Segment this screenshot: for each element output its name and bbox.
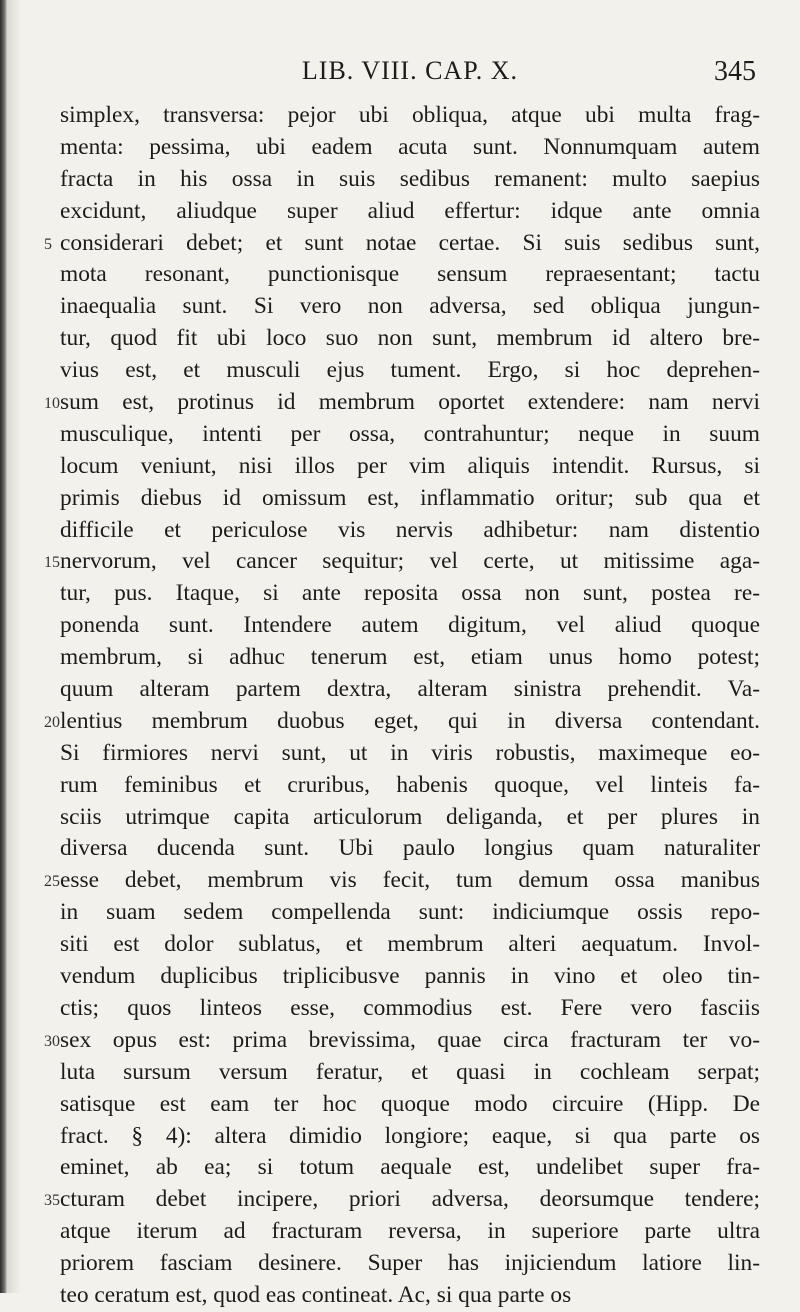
line-text: vius est, et musculi ejus tument. Ergo, si hoc deprehen-: [60, 357, 760, 384]
line-text: sciis utrimque capita articulorum deliganda, et per plures in: [60, 803, 760, 830]
line-text: tur, quod fit ubi loco suo non sunt, membrum id altero bre-: [60, 325, 760, 352]
line-text: esse debet, membrum vis fecit, tum demum ossa manibus: [60, 867, 760, 894]
line-text: ctis; quos linteos esse, commodius est. Fere vero fasciis: [60, 994, 760, 1021]
line-text: satisque est eam ter hoc quoque modo circuire (Hipp. De: [60, 1090, 760, 1117]
text-line: [60, 419, 760, 451]
text-line: [60, 132, 760, 164]
text-line: [44, 546, 760, 578]
line-text: luta sursum versum feratur, et quasi in cochleam serpat;: [60, 1058, 760, 1085]
line-text: inaequalia sunt. Si vero non adversa, sed obliqua jungun-: [60, 293, 760, 320]
text-line: [60, 291, 760, 323]
text-line: [44, 228, 760, 260]
text-line: [60, 1121, 760, 1153]
text-line: [60, 897, 760, 929]
text-line: [60, 929, 760, 961]
text-line: [60, 642, 760, 674]
text-line: [60, 355, 760, 387]
line-text: teo ceratum est, quod eas contineat. Ac, si qua parte os: [60, 1281, 572, 1308]
page-binding-edge: [0, 0, 7, 1293]
text-line: [60, 610, 760, 642]
line-text: ponenda sunt. Intendere autem digitum, vel aliud quoque: [60, 612, 760, 639]
text-line: [60, 1280, 760, 1312]
line-text: mota resonant, punctionisque sensum repraesentant; tactu: [60, 261, 760, 288]
text-line: [44, 706, 760, 738]
line-text: cturam debet incipere, priori adversa, deorsumque tendere;: [60, 1186, 760, 1213]
line-text: Si firmiores nervi sunt, ut in viris robustis, maximeque eo-: [60, 739, 760, 766]
text-line: [60, 802, 760, 834]
text-line: [60, 993, 760, 1025]
text-line: [60, 961, 760, 993]
line-text: excidunt, aliudque super aliud effertur: idque ante omnia: [60, 197, 760, 224]
line-text: membrum, si adhuc tenerum est, etiam unus homo potest;: [60, 644, 760, 671]
page-number: 345: [714, 56, 756, 87]
text-line: [60, 1248, 760, 1280]
text-line: [60, 196, 760, 228]
text-line: [44, 1184, 760, 1216]
text-line: [60, 323, 760, 355]
line-text: siti est dolor sublatus, et membrum alteri aequatum. Invol-: [60, 931, 760, 958]
text-line: [44, 387, 760, 419]
body-text: [44, 100, 760, 1312]
line-text: menta: pessima, ubi eadem acuta sunt. Nonnumquam autem: [60, 133, 760, 160]
text-line: [60, 1216, 760, 1248]
text-line: [60, 833, 760, 865]
line-text: in suam sedem compellenda sunt: indiciumque ossis repo-: [60, 899, 760, 926]
line-text: locum veniunt, nisi illos per vim aliquis intendit. Rursus, si: [60, 452, 760, 479]
text-line: [44, 865, 760, 897]
line-number: 25: [44, 873, 60, 891]
text-line: [60, 259, 760, 291]
line-text: simplex, transversa: pejor ubi obliqua, atque ubi multa frag-: [60, 102, 760, 128]
line-text: nervorum, vel cancer sequitur; vel certe, ut mitissime aga-: [60, 548, 760, 575]
line-text: eminet, ab ea; si totum aequale est, undelibet super fra-: [60, 1154, 760, 1181]
line-number: 20: [44, 713, 60, 731]
text-line: [60, 164, 760, 196]
line-text: sex opus est: prima brevissima, quae circa fracturam ter vo-: [60, 1026, 760, 1053]
running-header: [60, 56, 760, 90]
line-number: 5: [44, 235, 52, 253]
line-text: rum feminibus et cruribus, habenis quoque, vel linteis fa-: [60, 771, 760, 798]
text-line: [60, 100, 760, 132]
line-text: vendum duplicibus triplicibusve pannis in vino et oleo tin-: [60, 963, 760, 990]
text-line: [60, 738, 760, 770]
line-number: 30: [44, 1032, 60, 1050]
line-number: 15: [44, 554, 60, 572]
line-text: atque iterum ad fracturam reversa, in superiore parte ultra: [60, 1218, 760, 1245]
text-line: [60, 1057, 760, 1089]
text-line: [60, 674, 760, 706]
line-text: fracta in his ossa in suis sedibus remanent: multo saepius: [60, 165, 760, 192]
line-text: primis diebus id omissum est, inflammatio oritur; sub qua et: [60, 484, 760, 511]
line-text: difficile et periculose vis nervis adhibetur: nam distentio: [60, 516, 760, 543]
line-text: quum alteram partem dextra, alteram sinistra prehendit. Va-: [60, 676, 760, 703]
line-text: priorem fasciam desinere. Super has injiciendum latiore lin-: [60, 1250, 760, 1277]
line-text: fract. § 4): altera dimidio longiore; eaque, si qua parte os: [60, 1122, 760, 1149]
text-line: [60, 515, 760, 547]
line-text: lentius membrum duobus eget, qui in diversa contendant.: [60, 707, 760, 734]
line-text: tur, pus. Itaque, si ante reposita ossa non sunt, postea re-: [60, 580, 760, 607]
text-line: [60, 1089, 760, 1121]
text-line: [44, 1025, 760, 1057]
line-text: diversa ducenda sunt. Ubi paulo longius quam naturaliter: [60, 835, 760, 862]
line-number: 10: [44, 395, 60, 413]
text-line: [60, 451, 760, 483]
text-line: [60, 483, 760, 515]
running-title: LIB. VIII. CAP. X.: [301, 56, 519, 85]
text-line: [60, 770, 760, 802]
text-line: [60, 578, 760, 610]
line-text: sum est, protinus id membrum oportet extendere: nam nervi: [60, 389, 760, 416]
line-number: 35: [44, 1192, 60, 1210]
page-gutter-shadow: [7, 0, 21, 1293]
text-line: [60, 1152, 760, 1184]
line-text: considerari debet; et sunt notae certae. Si suis sedibus sunt,: [60, 229, 760, 256]
line-text: musculique, intenti per ossa, contrahuntur; neque in suum: [60, 420, 760, 447]
